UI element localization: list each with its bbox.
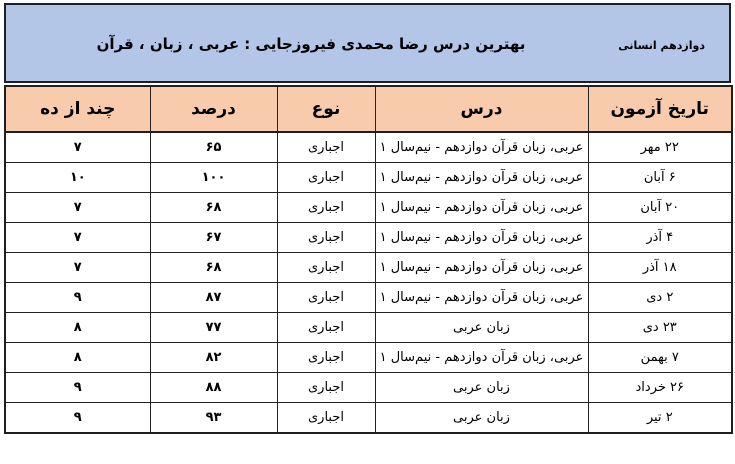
subject-cell: عربی، زبان قرآن دوازدهم - نیم‌سال ۱ xyxy=(375,163,588,193)
table-row xyxy=(5,313,732,343)
exam-date-cell: ۲۶ خرداد xyxy=(588,373,732,403)
percent-cell: ۹۳ xyxy=(150,403,277,434)
subject-cell: زبان عربی xyxy=(375,403,588,434)
percent-cell: ۸۲ xyxy=(150,343,277,373)
percent-cell: ۸۸ xyxy=(150,373,277,403)
results-table xyxy=(4,85,733,434)
percent-cell: ۶۵ xyxy=(150,132,277,163)
score-cell: ۹ xyxy=(5,403,150,434)
type-cell: اجباری xyxy=(277,132,375,163)
type-cell: اجباری xyxy=(277,163,375,193)
exam-date-cell: ۶ آبان xyxy=(588,163,732,193)
percent-cell: ۶۸ xyxy=(150,253,277,283)
score-cell: ۱۰ xyxy=(5,163,150,193)
grade-label: دوازدهم انسانی xyxy=(618,39,705,52)
column-header-date: تاریخ آزمون xyxy=(588,86,732,132)
table-row xyxy=(5,283,732,313)
table-row xyxy=(5,223,732,253)
report-sheet xyxy=(4,3,731,449)
score-cell: ۷ xyxy=(5,223,150,253)
percent-cell: ۶۷ xyxy=(150,223,277,253)
type-cell: اجباری xyxy=(277,283,375,313)
type-cell: اجباری xyxy=(277,253,375,283)
score-cell: ۹ xyxy=(5,283,150,313)
exam-date-cell: ۲ دی xyxy=(588,283,732,313)
exam-date-cell: ۲ تیر xyxy=(588,403,732,434)
exam-date-cell: ۷ بهمن xyxy=(588,343,732,373)
column-header-score: چند از ده xyxy=(5,86,150,132)
exam-date-cell: ۲۳ دی xyxy=(588,313,732,343)
subject-cell: عربی، زبان قرآن دوازدهم - نیم‌سال ۱ xyxy=(375,283,588,313)
percent-cell: ۶۸ xyxy=(150,193,277,223)
type-cell: اجباری xyxy=(277,313,375,343)
exam-date-cell: ۴ آذر xyxy=(588,223,732,253)
percent-cell: ۱۰۰ xyxy=(150,163,277,193)
table-row xyxy=(5,343,732,373)
score-cell: ۷ xyxy=(5,253,150,283)
exam-date-cell: ۱۸ آذر xyxy=(588,253,732,283)
column-header-type: نوع xyxy=(277,86,375,132)
score-cell: ۸ xyxy=(5,343,150,373)
report-title: بهترین درس رضا محمدی فیروزجایی : عربی ، زبان ، قرآن xyxy=(96,35,526,53)
table-row xyxy=(5,403,732,434)
score-cell: ۹ xyxy=(5,373,150,403)
table-row xyxy=(5,163,732,193)
score-cell: ۷ xyxy=(5,193,150,223)
column-header-subject: درس xyxy=(375,86,588,132)
score-cell: ۷ xyxy=(5,132,150,163)
type-cell: اجباری xyxy=(277,223,375,253)
score-cell: ۸ xyxy=(5,313,150,343)
table-row xyxy=(5,373,732,403)
title-banner xyxy=(4,3,731,83)
type-cell: اجباری xyxy=(277,193,375,223)
table-row xyxy=(5,132,732,163)
percent-cell: ۷۷ xyxy=(150,313,277,343)
table-row xyxy=(5,253,732,283)
subject-cell: عربی، زبان قرآن دوازدهم - نیم‌سال ۱ xyxy=(375,253,588,283)
subject-cell: عربی، زبان قرآن دوازدهم - نیم‌سال ۱ xyxy=(375,193,588,223)
type-cell: اجباری xyxy=(277,343,375,373)
type-cell: اجباری xyxy=(277,373,375,403)
subject-cell: عربی، زبان قرآن دوازدهم - نیم‌سال ۱ xyxy=(375,132,588,163)
subject-cell: زبان عربی xyxy=(375,373,588,403)
table-row xyxy=(5,193,732,223)
percent-cell: ۸۷ xyxy=(150,283,277,313)
subject-cell: عربی، زبان قرآن دوازدهم - نیم‌سال ۱ xyxy=(375,223,588,253)
subject-cell: عربی، زبان قرآن دوازدهم - نیم‌سال ۱ xyxy=(375,343,588,373)
column-header-percent: درصد xyxy=(150,86,277,132)
exam-date-cell: ۲۰ آبان xyxy=(588,193,732,223)
header-row xyxy=(5,86,732,132)
subject-cell: زبان عربی xyxy=(375,313,588,343)
exam-date-cell: ۲۲ مهر xyxy=(588,132,732,163)
type-cell: اجباری xyxy=(277,403,375,434)
